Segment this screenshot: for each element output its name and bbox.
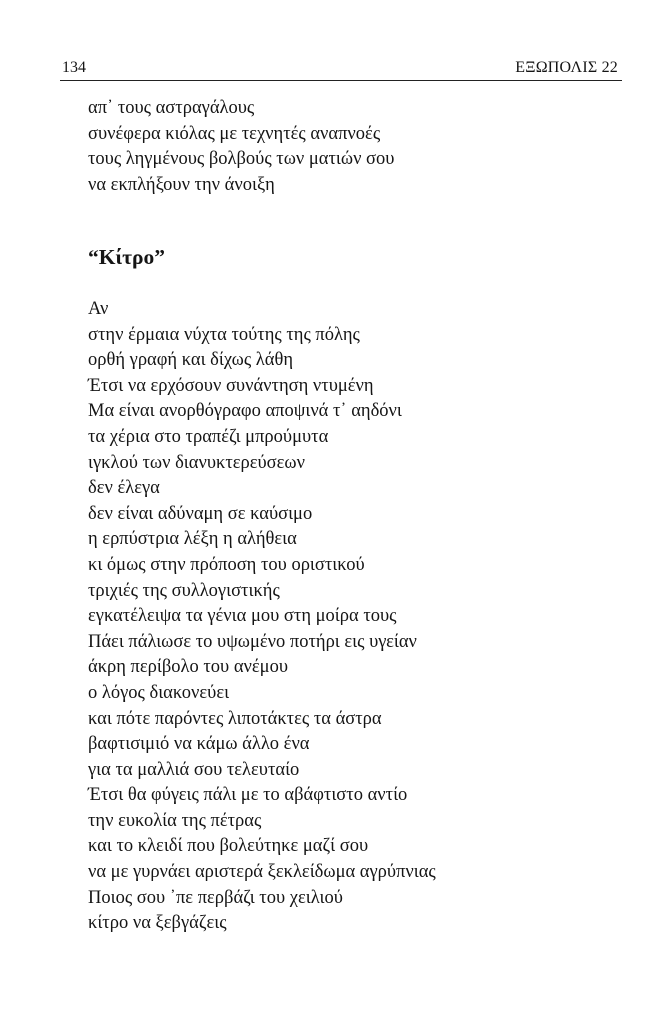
poem-line: δεν έλεγα	[88, 478, 160, 499]
poem-line: ιγκλού των διανυκτερεύσεων	[88, 452, 305, 473]
poem-line: κι όμως στην πρόποση του οριστικού	[88, 554, 365, 575]
poem-line: τα χέρια στο τραπέζι μπρούμυτα	[88, 426, 329, 447]
poem-line: τριχιές της συλλογιστικής	[88, 580, 280, 601]
poem-line: άκρη περίβολο του ανέμου	[88, 657, 288, 678]
poem-line: Αν	[88, 299, 109, 319]
poem-line: συνέφερα κιόλας με τεχνητές αναπνοές	[88, 123, 381, 144]
poem-line: ο λόγος διακονεύει	[88, 682, 230, 703]
poem-line: να εκπλήξουν την άνοιξη	[88, 174, 275, 195]
poem-line: απ᾽ τους αστραγάλους	[88, 98, 255, 118]
poem-line: ορθή γραφή και δίχως λάθη	[88, 350, 293, 371]
poem-line: στην έρμαια νύχτα τούτης της πόλης	[88, 324, 360, 345]
page-header	[62, 58, 620, 80]
poem-line: και πότε παρόντες λιποτάκτες τα άστρα	[88, 708, 382, 729]
poem-line: η ερπύστρια λέξη η αλήθεια	[88, 529, 297, 550]
poem-line: να με γυρνάει αριστερά ξεκλείδωμα αγρύπνιας	[88, 862, 436, 883]
poem-line: την ευκολία της πέτρας	[88, 810, 262, 831]
poem-line: κίτρο να ξεβγάζεις	[88, 913, 227, 934]
poem-line: Έτσι να ερχόσουν συνάντηση ντυμένη	[88, 375, 374, 396]
poem-line: Έτσι θα φύγεις πάλι με το αβάφτιστο αντίο	[88, 785, 408, 806]
running-title: ΕΞΩΠΟΛΙΣ 22	[515, 59, 618, 76]
intro-stanza	[88, 96, 394, 198]
poem-line: εγκατέλειψα τα γένια μου στη μοίρα τους	[88, 606, 397, 627]
header-rule	[60, 80, 622, 81]
poem-body	[88, 297, 436, 937]
poem-line: Ποιος σου ᾽πε περβάζι του χειλιού	[88, 887, 343, 908]
page-number: 134	[62, 59, 86, 76]
poem-line: και το κλειδί που βολεύτηκε μαζί σου	[88, 836, 369, 857]
poem-line: τους ληγμένους βολβούς των ματιών σου	[88, 149, 395, 170]
poem-title: “Κίτρο”	[88, 245, 166, 269]
poem-line: για τα μαλλιά σου τελευταίο	[88, 759, 300, 780]
poem-line: βαφτισιμιό να κάμω άλλο ένα	[88, 734, 310, 755]
poem-line: Πάει πάλιωσε το υψωμένο ποτήρι εις υγείαν	[88, 631, 417, 652]
poem-line: δεν είναι αδύναμη σε καύσιμο	[88, 503, 313, 524]
poem-line: Μα είναι ανορθόγραφο αποψινά τ᾽ αηδόνι	[88, 401, 402, 422]
